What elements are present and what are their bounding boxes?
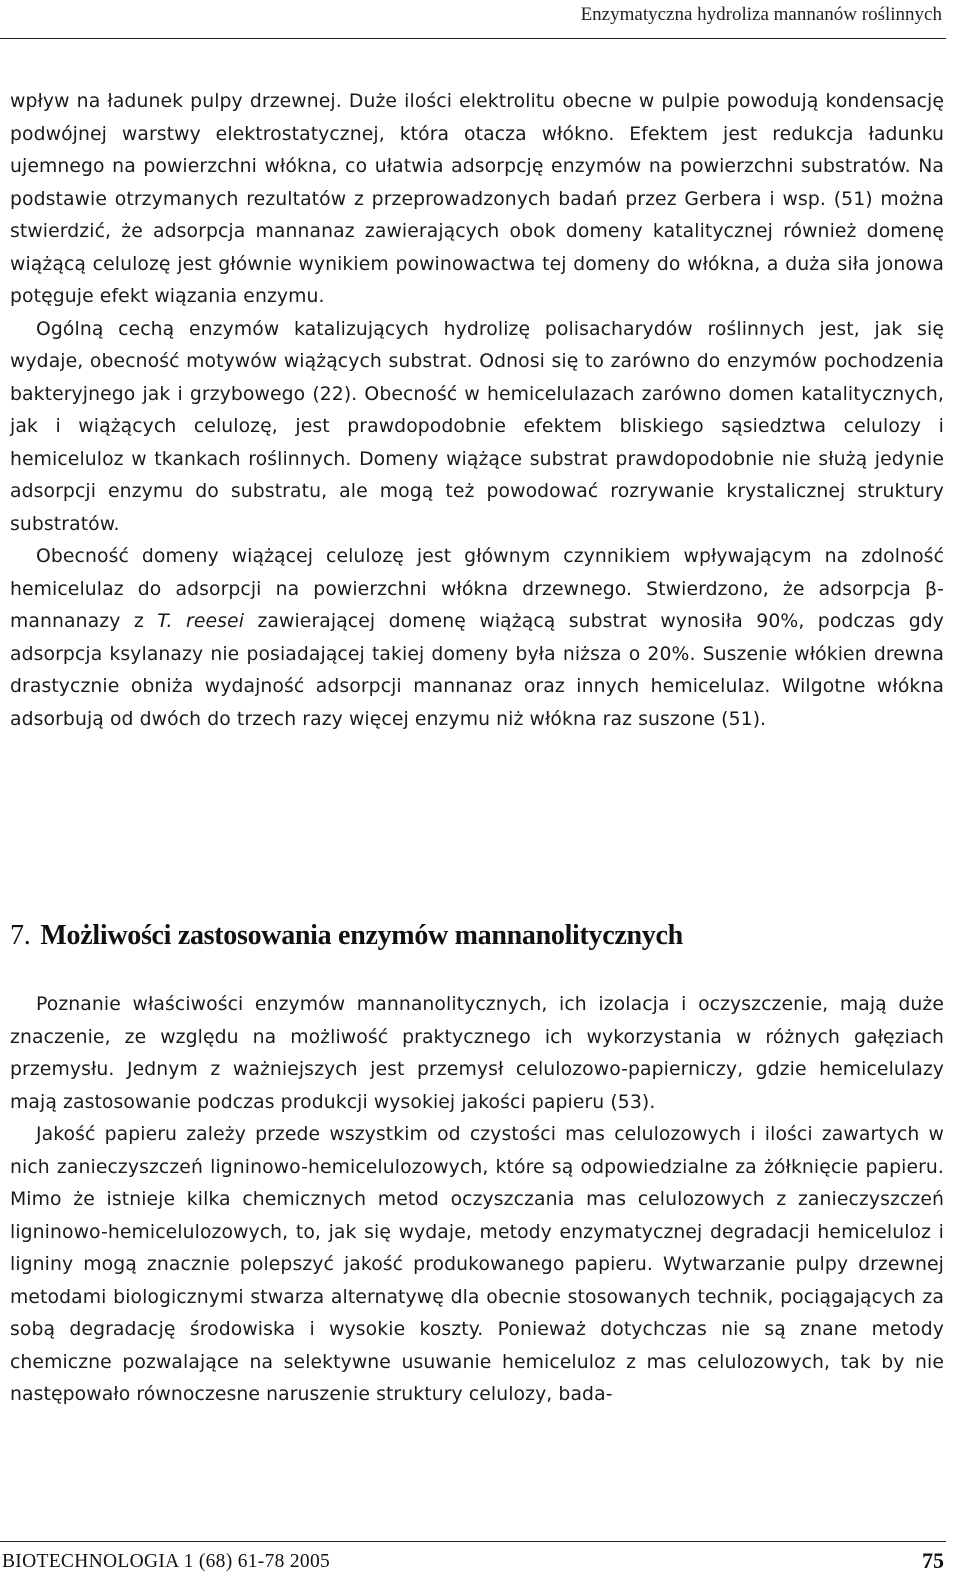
running-header: Enzymatyczna hydroliza mannanów roślinnych [580, 4, 942, 25]
paragraph-text: Obecność domeny wiążącej celulozę jest głównym czynnikiem wpływającym na zdolność hemicelulaz do adsorpcji na powierzchni włókna drzewnego. Stwierdzono, że adsorpcja β-mannanazy z [10, 546, 944, 632]
paragraph: Poznanie właściwości enzymów mannanolitycznych, ich izolacja i oczyszczenie, mają duże znaczenie, ze względu na możliwość praktycznego ich wykorzystania w różnych gałęziach przemysłu. Jednym z ważniejszych jest przemysł celulozowo-papierniczy, gdzie hemicelulazy mają zastosowanie podczas produkcji wysokiej jakości papieru (53). [10, 994, 944, 1113]
section-heading [10, 920, 683, 952]
paragraph-text: zawierającej domenę wiążącą substrat wynosiła 90%, podczas gdy adsorpcja ksylanazy nie posiadającej takiej domeny była niższa o 20%. Suszenie włókien drewna drastycznie obniża wydajność adsorpcji mannanaz oraz innych hemicelulaz. Wilgotne włókna adsorbują od dwóch do trzech razy więcej enzymu niż włókna raz suszone (51). [10, 611, 944, 730]
footer-rule [0, 1541, 946, 1542]
page-number: 75 [922, 1548, 944, 1573]
paragraph-continuation: wpływ na ładunek pulpy drzewnej. Duże ilości elektrolitu obecne w pulpie powodują kondensację podwójnej warstwy elektrostatycznej, która otacza włókno. Efektem jest redukcja ładunku ujemnego na powierzchni włókna, co ułatwia adsorpcję enzymów na powierzchni substratów. Na podstawie otrzymanych rezultatów z przeprowadzonych badań przez Gerbera i wsp. (51) można stwierdzić, że adsorpcja mannanaz zawierających obok domeny katalitycznej również domenę wiążącą celulozę jest głównie wynikiem powinowactwa tej domeny do włókna, a duża siła jonowa potęguje efekt wiązania enzymu. [10, 91, 944, 307]
section-title: Możliwości zastosowania enzymów mannanolitycznych [40, 920, 683, 951]
species-name: T. reesei [157, 611, 245, 632]
footer-journal: BIOTECHNOLOGIA 1 (68) 61-78 2005 [2, 1551, 331, 1572]
paragraph [10, 541, 944, 736]
text-block-bottom [10, 989, 944, 1412]
header-rule [0, 38, 946, 39]
paragraph: Jakość papieru zależy przede wszystkim od czystości mas celulozowych i ilości zawartych w nich zanieczyszczeń ligninowo-hemicelulozowych, które są odpowiedzialne za żółknięcie papieru. Mimo że istnieje kilka chemicznych metod oczyszczania mas celulozowych z zanieczyszczeń ligninowo-hemicelulozowych, to, jak się wydaje, metody enzymatycznej degradacji hemiceluloz i ligniny mogą znacznie polepszyć jakość produkowanego papieru. Wytwarzanie pulpy drzewnej metodami biologicznymi stwarza alternatywę dla obecnie stosowanych technik, pociągających za sobą degradację środowiska i wysokie koszty. Ponieważ dotychczas nie są znane metody chemiczne pozwalające na selektywne usuwanie hemiceluloz z mas celulozowych, tak by nie następowało równoczesne naruszenie struktury celulozy, bada- [10, 1124, 944, 1405]
text-block-top [10, 86, 944, 736]
section-number: 7. [10, 920, 31, 951]
paragraph: Ogólną cechą enzymów katalizujących hydrolizę polisacharydów roślinnych jest, jak się wydaje, obecność motywów wiążących substrat. Odnosi się to zarówno do enzymów pochodzenia bakteryjnego jak i grzybowego (22). Obecność w hemicelulazach zarówno domen katalitycznych, jak i wiążących celulozę, jest prawdopodobnie efektem bliskiego sąsiedztwa celulozy i hemiceluloz w tkankach roślinnych. Domeny wiążące substrat prawdopodobnie nie służą jedynie adsorpcji enzymu do substratu, ale mogą też powodować rozrywanie krystalicznej struktury substratów. [10, 318, 944, 535]
